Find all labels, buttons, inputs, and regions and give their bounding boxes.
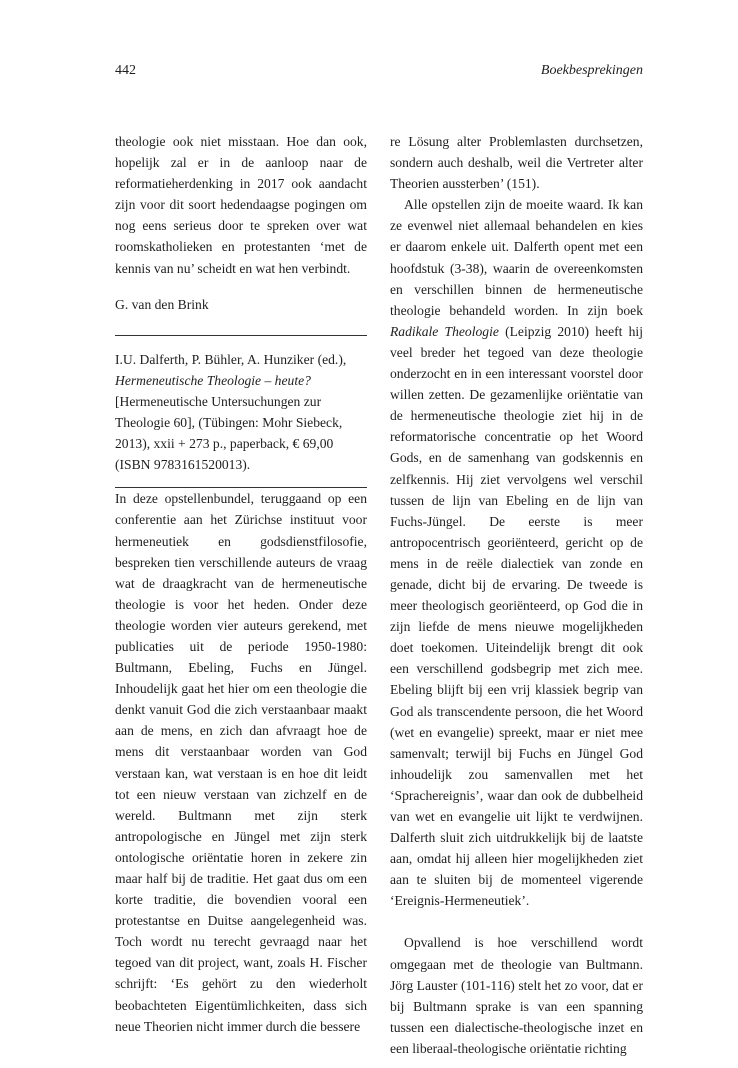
book-title: Hermeneutische Theologie – heute? [115,372,311,388]
review-paragraph: In deze opstellenbundel, teruggaand op een conferentie aan het Zürichse instituut voor hermeneutiek en godsdienstfilosofie, bespreken tien verschillende auteurs de vraag wat de draagkracht van de hermeneutische theologie is voor het heden. Onder deze theologie worden vier auteurs gerekend, met publicaties uit de periode 1950-1980: Bultmann, Ebeling, Fuchs en Jüngel. Inhoudelijk gaat het hier om een theologie die denkt vanuit God die zich verstaanbaar maakt aan de mens, en zich dan afvraagt hoe de mens dit verstaanbaar worden van God verstaan kan, wat verstaan is en hoe dit leidt tot een nieuw verstaan van zichzelf en de wereld. Bultmann met zijn sterk antropologische en Jüngel met zijn sterk ontologische oriëntatie horen in zekere zin maar half bij de traditie. Het gaat dus om een korte traditie, die bovendien vooral een protestantse en Duitse aangelegenheid was. Toch wordt nu terecht gevraagd naar het tegoed van dit project, want, zoals H. Fischer schrijft: ‘Es gehört zu den wiederholt beobachteten Eigentümlichkeiten, dass sich neue Theorien nicht immer durch die bessere [115,491,367,1034]
book-title-radikale-theologie: Radikale Theologie [390,323,499,339]
bibliographic-entry [115,349,367,476]
divider-top [115,335,367,336]
paragraph-dalferth: Alle opstellen zijn de moeite waard. Ik kan ze evenwel niet allemaal behandelen en kies er daarom enkele uit. Dalferth opent met een hoofdstuk (3-38), waarin de overeenkomsten en verschillen binnen de hermeneutische theologie behandeld worden. In zijn boek Radikale Theologie (Leipzig 2010) heeft hij veel breder het tegoed van deze theologie onderzocht en in een interessant voorstel door willen zetten. De gezamenlijke oriëntatie van de hermeneutische theologie ziet hij in de reformatorische concentratie op het Woord Gods, en de samenhang van godskennis en zelfkennis. Hij ziet vervolgens wel verschil tussen de lijn van Ebeling en de lijn van Fuchs-Jüngel. De eerste is meer antropocentrisch georiënteerd, gericht op de mens in de reële dialectiek van zonde en genade, dicht bij de ervaring. De tweede is meer theologisch georiënteerd, op God die in zijn liefde de mens nieuwe mogelijkheden doet toekomen. Uiteindelijk brengt dit ook een verschillend godsbegrip met zich mee. Ebeling blijft bij een vrij klassiek begrip van God als transcendente persoon, die het Woord (wet en evangelie) spreekt, maar er niet mee samenvalt; terwijl bij Fuchs en Jüngel God inhoudelijk zou samenvallen met het ‘Sprachereignis’, waar dan ook de dubbelheid van wet en evangelie uit lijkt te verdwijnen. Dalferth sluit zich uitdrukkelijk bij de laatste aan, omdat hij alleen hier mogelijkheden ziet aan te sluiten bij de momenteel vigerende ‘Ereignis-Hermeneutiek’. [390,197,643,909]
reviewer-signature: G. van den Brink [115,296,209,312]
left-column [115,131,367,1037]
paragraph-bultmann: Opvallend is hoe verschillend wordt omgegaan met de theologie van Bultmann. Jörg Lauster (101-116) stelt het zo voor, dat er bij Bultmann sprake is van een spanning tussen een dialectische-theologische inzet en een liberaal-theologische oriëntatie richting [390,935,643,1056]
running-head: Boekbesprekingen [540,63,643,78]
page-number: 442 [115,63,136,78]
book-details: [Hermeneutische Untersuchungen zur Theologie 60], (Tübingen: Mohr Siebeck, 2013), xxii + 273 p., paperback, € 69,00 (ISBN 9783161520013). [115,393,343,473]
closing-paragraph: theologie ook niet misstaan. Hoe dan ook, hopelijk zal er in de aanloop naar de reformatieherdenking in 2017 ook aandacht zijn voor dit soort hedendaagse pogingen om nog eens serieus door te spreken over wat roomskatholieken en protestanten ‘met de kennis van nu’ scheidt en wat hen verbindt. [115,134,367,276]
right-column [390,131,643,1059]
quote-continuation: re Lösung alter Problemlasten durchsetzen, sondern auch deshalb, weil die Vertreter alter Theorien aussterben’ (151). [390,134,643,192]
book-authors: I.U. Dalferth, P. Bühler, A. Hunziker (ed.), [115,351,347,367]
